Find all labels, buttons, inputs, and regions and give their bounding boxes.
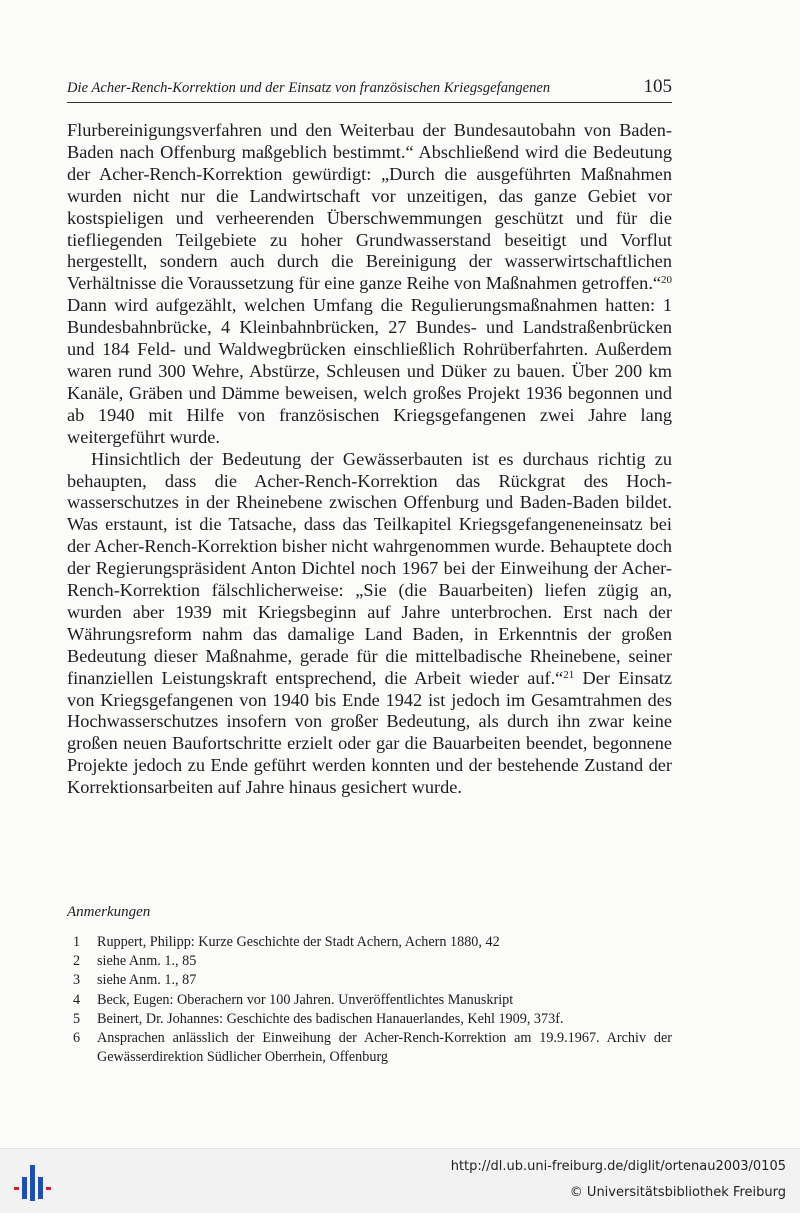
notes-list [67,933,672,1067]
note-item [67,1010,672,1029]
notes-heading: Anmerkungen [67,904,151,920]
note-text: Ansprachen anlässlich der Einweihung der Acher-Rench-Korrektion am 19.9.1967. Archiv der Gewässerdirektion Südlicher Oberrhein, Offenburg [97,1030,672,1066]
running-head-title: Die Acher-Rench-Korrektion und der Einsatz von französischen Kriegsgefangenen [67,80,551,96]
note-number: 4 [73,991,81,1008]
library-logo-icon [12,1163,52,1203]
note-number: 2 [73,953,81,970]
body-text [67,120,672,799]
note-text: siehe Anm. 1., 85 [97,953,197,970]
note-number: 5 [73,1010,81,1027]
running-head [67,76,672,103]
note-text: Beck, Eugen: Oberachern vor 100 Jahren. Unveröffentlichtes Manuskript [97,991,514,1008]
note-text: siehe Anm. 1., 87 [97,972,197,989]
note-number: 6 [73,1030,81,1047]
note-number: 1 [73,934,81,950]
paragraph-2-text-a: Hinsichtlich der Bedeutung der Gewässerbauten ist es durchaus richtig zu behaupten, dass die Acher-Rench-Korrektion das Rückgrat des Hochwasserschutzes in der Rheinebene zwischen Offenburg und Baden-Baden bildet. Was erstaunt, ist die Tatsache, dass das Teilkapitel Kriegsgefangeneneinsatz bei der Acher-Rench-Korrektion bisher nicht wahrgenommen wurde. Behauptete doch der Regierungspräsident Anton Dichtel noch 1967 bei der Einweihung der Acher-Rench-Korrektion fälschlicherweise: „Sie (die Bauarbeiten) liefen zügig an, wurden aber 1939 mit Kriegsbeginn auf Jahre unterbrochen. Erst nach der Währungsreform nahm das damalige Land Baden, in Erkenntnis der großen Bedeutung dieser Maßnahme, gerade für die mittelbadische Rheinebene, seiner finanziellen Leistungskraft entsprechend, die Arbeit wieder auf.“ [67,448,672,688]
source-url-link[interactable]: http://dl.ub.uni-freiburg.de/diglit/ortenau2003/0105 [450,1159,786,1174]
copyright-text: © Universitätsbibliothek Freiburg [569,1185,786,1200]
note-item [67,1029,672,1067]
footnote-ref-21: 21 [563,668,575,681]
footnote-ref-20: 20 [661,274,672,287]
note-number: 3 [73,972,81,989]
page-number: 105 [643,76,672,97]
footer-bar [0,1148,800,1213]
note-item [67,933,672,952]
note-text: Ruppert, Philipp: Kurze Geschichte der Stadt Achern, Achern 1880, 42 [97,934,500,950]
paragraph-1 [67,120,672,449]
note-text: Beinert, Dr. Johannes: Geschichte des badischen Hanauerlandes, Kehl 1909, 373f. [97,1010,564,1027]
note-item [67,991,672,1010]
paragraph-1-text-b: Dann wird aufgezählt, welchen Umfang die Regulierungsmaßnahmen hatten: 1 Bundesbahnbrücke, 4 Kleinbahnbrücken, 27 Bundes- und Landstraßenbrücken und 184 Feld- und Waldwegbrücken einschließlich Rohrüberfahrten. Außerdem waren rund 300 Wehre, Abstürze, Schleusen und Düker zu bauen. Über 200 km Kanäle, Gräben und Dämme beweisen, welch großes Projekt 1936 begonnen und ab 1940 mit Hilfe von französischen Kriegsgefangenen zwei Jahre lang weitergeführt wurde. [67,295,672,447]
paragraph-2 [67,449,672,800]
paragraph-1-text-a: Flurbereinigungsverfahren und den Weiterbau der Bundesautobahn von Baden-Baden nach Offenburg maßgeblich bestimmt.“ Abschließend wird die Bedeutung der Acher-Rench-Korrektion gewürdigt: „Durch die ausgeführten Maßnahmen wurden nicht nur die Landwirtschaft vor unzeitigen, das ganze Gebiet vor kostspieligen und verheerenden Überschwemmungen geschützt und für die tiefliegenden Teilgebiete zu hoher Grundwasserstand beseitigt und Vorflut hergestellt, sondern auch durch die Bereinigung der wasserwirtschaftlichen Verhältnisse die Voraussetzung für eine ganze Reihe von Maßnahmen getroffen.“ [67,120,672,294]
note-item [67,971,672,990]
note-item [67,952,672,971]
paragraph-2-text-b: Der Einsatz von Kriegsgefangenen von 1940 bis Ende 1942 ist jedoch im Gesamtrahmen des Hochwasserschutzes insofern von großer Bedeutung, als durch ihn zwar keine großen neuen Baufortschritte erzielt oder gar die Bauarbeiten beendet, begonnene Projekte jedoch zu Ende geführt werden konnten und der bestehende Zustand der Korrektionsarbeiten auf Jahre hinaus gesichert wurde. [67,667,673,798]
